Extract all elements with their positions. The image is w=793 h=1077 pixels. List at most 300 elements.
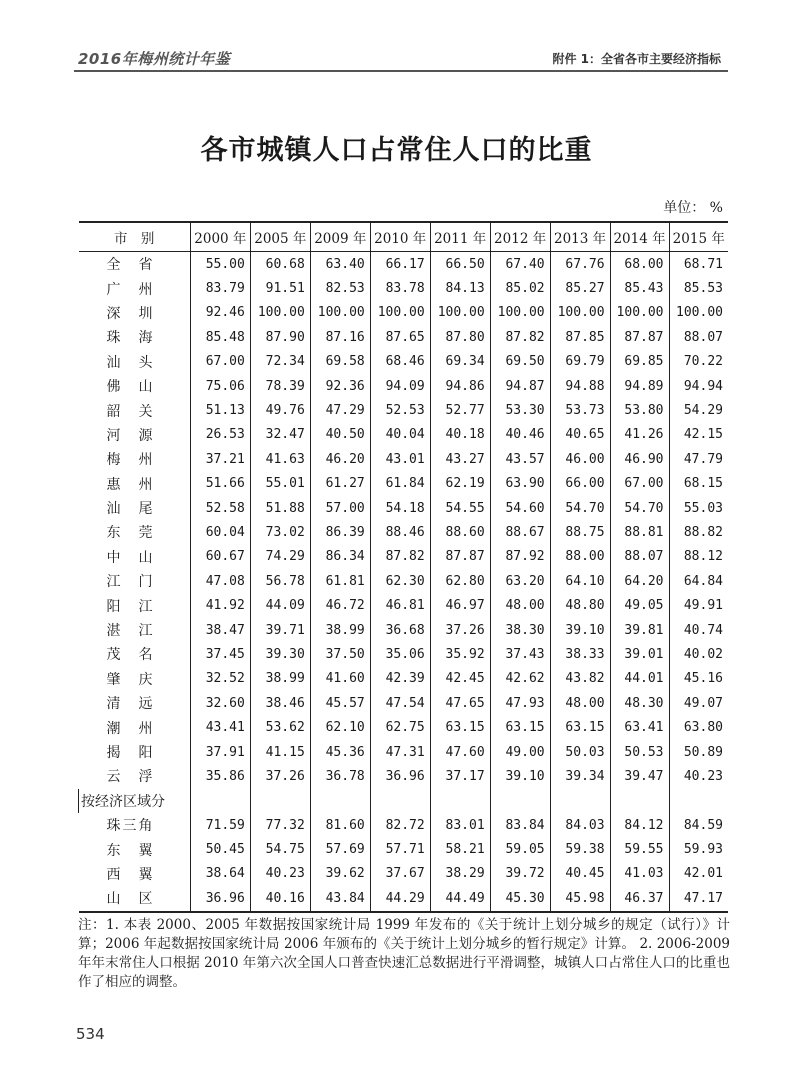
table-row xyxy=(79,715,729,739)
value-cell: 53.62 xyxy=(250,715,310,739)
region-name: 阳江 xyxy=(106,598,171,615)
value-cell: 59.38 xyxy=(550,837,610,861)
value-cell: 47.29 xyxy=(310,398,370,422)
region-name: 揭阳 xyxy=(106,745,171,761)
value-cell: 66.17 xyxy=(370,252,430,277)
page-number: 534 xyxy=(76,1025,105,1043)
value-cell: 46.81 xyxy=(370,593,430,617)
table-row xyxy=(79,252,729,277)
value-cell: 63.15 xyxy=(550,715,610,739)
value-cell: 62.19 xyxy=(430,472,490,496)
value-cell: 84.12 xyxy=(610,813,669,837)
value-cell: 72.34 xyxy=(250,350,310,374)
value-cell: 49.00 xyxy=(490,740,550,764)
data-table xyxy=(78,221,728,913)
table-row xyxy=(79,642,729,666)
value-cell: 39.47 xyxy=(610,764,669,788)
table-row xyxy=(79,691,729,715)
value-cell: 49.05 xyxy=(610,593,669,617)
value-cell: 62.10 xyxy=(310,715,370,739)
value-cell: 46.20 xyxy=(310,447,370,471)
value-cell: 100.00 xyxy=(669,301,728,325)
value-cell: 39.30 xyxy=(250,642,310,666)
value-cell: 52.77 xyxy=(430,398,490,422)
value-cell: 35.86 xyxy=(190,764,250,788)
value-cell: 73.02 xyxy=(250,520,310,544)
value-cell: 44.01 xyxy=(610,667,669,691)
value-cell: 59.05 xyxy=(490,837,550,861)
unit-label: 单位： % xyxy=(663,200,723,216)
value-cell: 40.23 xyxy=(669,764,728,788)
value-cell: 44.29 xyxy=(370,886,430,911)
value-cell: 53.30 xyxy=(490,398,550,422)
region-name: 全省 xyxy=(106,257,171,274)
value-cell: 53.80 xyxy=(610,398,669,422)
value-cell: 36.68 xyxy=(370,618,430,642)
value-cell: 100.00 xyxy=(370,301,430,325)
group-label-row xyxy=(79,789,729,813)
value-cell: 71.59 xyxy=(190,813,250,837)
value-cell: 46.37 xyxy=(610,886,669,911)
value-cell: 42.01 xyxy=(669,862,728,886)
value-cell: 36.78 xyxy=(310,764,370,788)
value-cell: 75.06 xyxy=(190,374,250,398)
value-cell: 85.02 xyxy=(490,276,550,300)
value-cell: 87.90 xyxy=(250,325,310,349)
column-header: 2015 年 xyxy=(669,222,728,252)
value-cell: 84.13 xyxy=(430,276,490,300)
value-cell: 46.97 xyxy=(430,593,490,617)
empty-cell xyxy=(550,789,610,813)
value-cell: 55.01 xyxy=(250,472,310,496)
value-cell: 52.53 xyxy=(370,398,430,422)
value-cell: 35.06 xyxy=(370,642,430,666)
value-cell: 64.20 xyxy=(610,569,669,593)
value-cell: 86.34 xyxy=(310,545,370,569)
value-cell: 83.84 xyxy=(490,813,550,837)
value-cell: 40.46 xyxy=(490,423,550,447)
value-cell: 50.89 xyxy=(669,740,728,764)
value-cell: 83.78 xyxy=(370,276,430,300)
value-cell: 87.82 xyxy=(370,545,430,569)
value-cell: 54.60 xyxy=(490,496,550,520)
table-row xyxy=(79,423,729,447)
value-cell: 47.60 xyxy=(430,740,490,764)
value-cell: 67.00 xyxy=(190,350,250,374)
value-cell: 62.80 xyxy=(430,569,490,593)
value-cell: 37.26 xyxy=(430,618,490,642)
value-cell: 41.60 xyxy=(310,667,370,691)
value-cell: 92.46 xyxy=(190,301,250,325)
value-cell: 63.15 xyxy=(430,715,490,739)
value-cell: 39.71 xyxy=(250,618,310,642)
table-row xyxy=(79,374,729,398)
value-cell: 63.80 xyxy=(669,715,728,739)
value-cell: 32.47 xyxy=(250,423,310,447)
value-cell: 69.50 xyxy=(490,350,550,374)
value-cell: 43.82 xyxy=(550,667,610,691)
table-row xyxy=(79,593,729,617)
value-cell: 39.10 xyxy=(490,764,550,788)
value-cell: 94.94 xyxy=(669,374,728,398)
value-cell: 63.40 xyxy=(310,252,370,277)
value-cell: 68.46 xyxy=(370,350,430,374)
value-cell: 41.92 xyxy=(190,593,250,617)
region-name: 韶关 xyxy=(106,403,171,420)
region-name: 汕头 xyxy=(106,354,171,371)
column-header: 2012 年 xyxy=(490,222,550,252)
table-row xyxy=(79,862,729,886)
value-cell: 37.91 xyxy=(190,740,250,764)
value-cell: 40.65 xyxy=(550,423,610,447)
value-cell: 40.16 xyxy=(250,886,310,911)
value-cell: 42.45 xyxy=(430,667,490,691)
value-cell: 54.75 xyxy=(250,837,310,861)
value-cell: 68.00 xyxy=(610,252,669,277)
region-name: 西翼 xyxy=(106,866,171,883)
value-cell: 50.53 xyxy=(610,740,669,764)
empty-cell xyxy=(430,789,490,813)
value-cell: 55.03 xyxy=(669,496,728,520)
value-cell: 68.71 xyxy=(669,252,728,277)
value-cell: 59.55 xyxy=(610,837,669,861)
value-cell: 44.09 xyxy=(250,593,310,617)
value-cell: 63.90 xyxy=(490,472,550,496)
value-cell: 62.75 xyxy=(370,715,430,739)
value-cell: 66.00 xyxy=(550,472,610,496)
region-name: 佛山 xyxy=(106,379,171,396)
column-header: 2005 年 xyxy=(250,222,310,252)
value-cell: 94.86 xyxy=(430,374,490,398)
value-cell: 69.34 xyxy=(430,350,490,374)
value-cell: 49.91 xyxy=(669,593,728,617)
column-header: 2009 年 xyxy=(310,222,370,252)
value-cell: 100.00 xyxy=(250,301,310,325)
value-cell: 59.93 xyxy=(669,837,728,861)
value-cell: 42.15 xyxy=(669,423,728,447)
table-row xyxy=(79,350,729,374)
value-cell: 87.82 xyxy=(490,325,550,349)
value-cell: 40.50 xyxy=(310,423,370,447)
region-name: 清远 xyxy=(106,696,171,713)
empty-cell xyxy=(610,789,669,813)
column-header: 2014 年 xyxy=(610,222,669,252)
region-name: 茂名 xyxy=(106,647,171,664)
value-cell: 88.81 xyxy=(610,520,669,544)
value-cell: 83.01 xyxy=(430,813,490,837)
value-cell: 39.81 xyxy=(610,618,669,642)
value-cell: 69.85 xyxy=(610,350,669,374)
region-name: 惠州 xyxy=(106,476,171,493)
value-cell: 41.03 xyxy=(610,862,669,886)
value-cell: 54.29 xyxy=(669,398,728,422)
value-cell: 39.01 xyxy=(610,642,669,666)
value-cell: 40.74 xyxy=(669,618,728,642)
empty-cell xyxy=(310,789,370,813)
table-row xyxy=(79,520,729,544)
value-cell: 54.70 xyxy=(550,496,610,520)
value-cell: 53.73 xyxy=(550,398,610,422)
region-name: 梅州 xyxy=(106,452,171,469)
value-cell: 84.59 xyxy=(669,813,728,837)
value-cell: 37.43 xyxy=(490,642,550,666)
value-cell: 94.89 xyxy=(610,374,669,398)
value-cell: 91.51 xyxy=(250,276,310,300)
region-name: 肇庆 xyxy=(106,671,171,688)
value-cell: 41.63 xyxy=(250,447,310,471)
value-cell: 100.00 xyxy=(430,301,490,325)
value-cell: 66.50 xyxy=(430,252,490,277)
value-cell: 67.76 xyxy=(550,252,610,277)
table-row xyxy=(79,301,729,325)
column-header: 2000 年 xyxy=(190,222,250,252)
value-cell: 88.00 xyxy=(550,545,610,569)
value-cell: 88.60 xyxy=(430,520,490,544)
value-cell: 74.29 xyxy=(250,545,310,569)
value-cell: 87.87 xyxy=(430,545,490,569)
value-cell: 88.07 xyxy=(669,325,728,349)
region-name: 云浮 xyxy=(106,769,171,786)
table-row xyxy=(79,667,729,691)
value-cell: 57.69 xyxy=(310,837,370,861)
table-row xyxy=(79,447,729,471)
value-cell: 87.85 xyxy=(550,325,610,349)
value-cell: 87.92 xyxy=(490,545,550,569)
value-cell: 45.16 xyxy=(669,667,728,691)
value-cell: 88.07 xyxy=(610,545,669,569)
value-cell: 38.47 xyxy=(190,618,250,642)
value-cell: 48.00 xyxy=(490,593,550,617)
value-cell: 40.18 xyxy=(430,423,490,447)
value-cell: 41.26 xyxy=(610,423,669,447)
value-cell: 64.10 xyxy=(550,569,610,593)
value-cell: 45.36 xyxy=(310,740,370,764)
value-cell: 50.03 xyxy=(550,740,610,764)
value-cell: 61.84 xyxy=(370,472,430,496)
value-cell: 85.27 xyxy=(550,276,610,300)
value-cell: 43.27 xyxy=(430,447,490,471)
region-name: 珠三角 xyxy=(106,818,155,835)
value-cell: 77.32 xyxy=(250,813,310,837)
value-cell: 100.00 xyxy=(490,301,550,325)
value-cell: 50.45 xyxy=(190,837,250,861)
value-cell: 45.98 xyxy=(550,886,610,911)
value-cell: 38.30 xyxy=(490,618,550,642)
value-cell: 42.39 xyxy=(370,667,430,691)
value-cell: 100.00 xyxy=(550,301,610,325)
value-cell: 48.80 xyxy=(550,593,610,617)
value-cell: 47.65 xyxy=(430,691,490,715)
table-row xyxy=(79,886,729,911)
value-cell: 68.15 xyxy=(669,472,728,496)
value-cell: 45.30 xyxy=(490,886,550,911)
value-cell: 39.10 xyxy=(550,618,610,642)
region-name: 珠海 xyxy=(106,330,171,347)
value-cell: 47.79 xyxy=(669,447,728,471)
value-cell: 63.41 xyxy=(610,715,669,739)
yearbook-title: 2016年梅州统计年鉴 xyxy=(78,50,231,68)
table-row xyxy=(79,496,729,520)
value-cell: 56.78 xyxy=(250,569,310,593)
value-cell: 38.46 xyxy=(250,691,310,715)
value-cell: 78.39 xyxy=(250,374,310,398)
value-cell: 40.45 xyxy=(550,862,610,886)
table-row xyxy=(79,545,729,569)
value-cell: 39.34 xyxy=(550,764,610,788)
value-cell: 40.04 xyxy=(370,423,430,447)
empty-cell xyxy=(669,789,728,813)
value-cell: 94.87 xyxy=(490,374,550,398)
value-cell: 37.21 xyxy=(190,447,250,471)
region-name: 东莞 xyxy=(106,525,171,542)
value-cell: 46.90 xyxy=(610,447,669,471)
value-cell: 38.99 xyxy=(310,618,370,642)
value-cell: 43.01 xyxy=(370,447,430,471)
table-row xyxy=(79,276,729,300)
empty-cell xyxy=(370,789,430,813)
table-row xyxy=(79,740,729,764)
value-cell: 38.99 xyxy=(250,667,310,691)
value-cell: 87.16 xyxy=(310,325,370,349)
value-cell: 100.00 xyxy=(610,301,669,325)
value-cell: 43.41 xyxy=(190,715,250,739)
value-cell: 47.31 xyxy=(370,740,430,764)
value-cell: 92.36 xyxy=(310,374,370,398)
value-cell: 41.15 xyxy=(250,740,310,764)
value-cell: 47.17 xyxy=(669,886,728,911)
page-header xyxy=(0,0,793,72)
value-cell: 48.00 xyxy=(550,691,610,715)
column-header: 2011 年 xyxy=(430,222,490,252)
value-cell: 88.67 xyxy=(490,520,550,544)
table-row xyxy=(79,569,729,593)
table-row xyxy=(79,472,729,496)
table-body xyxy=(79,252,729,912)
region-name: 东翼 xyxy=(106,842,171,859)
value-cell: 49.07 xyxy=(669,691,728,715)
region-name: 山区 xyxy=(79,886,191,911)
value-cell: 39.62 xyxy=(310,862,370,886)
region-name: 河源 xyxy=(106,427,171,444)
value-cell: 88.82 xyxy=(669,520,728,544)
value-cell: 45.57 xyxy=(310,691,370,715)
value-cell: 38.33 xyxy=(550,642,610,666)
value-cell: 57.71 xyxy=(370,837,430,861)
value-cell: 67.00 xyxy=(610,472,669,496)
value-cell: 100.00 xyxy=(310,301,370,325)
value-cell: 36.96 xyxy=(190,886,250,911)
section-title: 附件 1：全省各市主要经济指标 xyxy=(552,52,721,66)
empty-cell xyxy=(490,789,550,813)
value-cell: 69.79 xyxy=(550,350,610,374)
table-title: 各市城镇人口占常住人口的比重 xyxy=(200,135,593,166)
value-cell: 85.53 xyxy=(669,276,728,300)
value-cell: 54.18 xyxy=(370,496,430,520)
value-cell: 38.29 xyxy=(430,862,490,886)
value-cell: 26.53 xyxy=(190,423,250,447)
value-cell: 85.48 xyxy=(190,325,250,349)
value-cell: 88.75 xyxy=(550,520,610,544)
value-cell: 43.84 xyxy=(310,886,370,911)
value-cell: 46.00 xyxy=(550,447,610,471)
table-row xyxy=(79,325,729,349)
value-cell: 32.52 xyxy=(190,667,250,691)
value-cell: 60.67 xyxy=(190,545,250,569)
value-cell: 32.60 xyxy=(190,691,250,715)
value-cell: 35.92 xyxy=(430,642,490,666)
value-cell: 44.49 xyxy=(430,886,490,911)
value-cell: 48.30 xyxy=(610,691,669,715)
value-cell: 88.12 xyxy=(669,545,728,569)
column-header: 2010 年 xyxy=(370,222,430,252)
value-cell: 60.04 xyxy=(190,520,250,544)
column-header: 2013 年 xyxy=(550,222,610,252)
region-name: 汕尾 xyxy=(106,501,171,518)
value-cell: 51.13 xyxy=(190,398,250,422)
value-cell: 82.53 xyxy=(310,276,370,300)
value-cell: 64.84 xyxy=(669,569,728,593)
value-cell: 60.68 xyxy=(250,252,310,277)
footnote: 注：1. 本表 2000、2005 年数据按国家统计局 1999 年发布的《关于统计上划分城乡的规定（试行）》计算；2006 年起数据按国家统计局 2006 年颁布的《关于统计上划分城乡的暂行规定》计算。 2. 2006-2009 年年末常住人口根据 2010 年第六次全国人口普查快速汇总数据进行平滑调整，城镇人口占常住人口的比重也作了相应的调整。 xyxy=(78,917,730,990)
value-cell: 67.40 xyxy=(490,252,550,277)
value-cell: 82.72 xyxy=(370,813,430,837)
value-cell: 61.27 xyxy=(310,472,370,496)
value-cell: 51.88 xyxy=(250,496,310,520)
value-cell: 70.22 xyxy=(669,350,728,374)
header-divider xyxy=(74,70,728,72)
value-cell: 47.93 xyxy=(490,691,550,715)
table-row xyxy=(79,837,729,861)
value-cell: 37.17 xyxy=(430,764,490,788)
value-cell: 51.66 xyxy=(190,472,250,496)
value-cell: 69.58 xyxy=(310,350,370,374)
empty-cell xyxy=(190,789,250,813)
empty-cell xyxy=(250,789,310,813)
region-name: 潮州 xyxy=(106,720,171,737)
value-cell: 87.65 xyxy=(370,325,430,349)
value-cell: 87.80 xyxy=(430,325,490,349)
value-cell: 47.54 xyxy=(370,691,430,715)
value-cell: 61.81 xyxy=(310,569,370,593)
value-cell: 94.09 xyxy=(370,374,430,398)
value-cell: 40.23 xyxy=(250,862,310,886)
value-cell: 47.08 xyxy=(190,569,250,593)
value-cell: 86.39 xyxy=(310,520,370,544)
table-row xyxy=(79,398,729,422)
value-cell: 37.26 xyxy=(250,764,310,788)
value-cell: 46.72 xyxy=(310,593,370,617)
region-name: 湛江 xyxy=(106,623,171,640)
value-cell: 54.55 xyxy=(430,496,490,520)
group-label: 按经济区域分 xyxy=(79,789,191,813)
value-cell: 81.60 xyxy=(310,813,370,837)
region-name: 江门 xyxy=(106,574,171,591)
value-cell: 85.43 xyxy=(610,276,669,300)
region-name: 中山 xyxy=(106,549,171,566)
region-name: 深圳 xyxy=(106,305,171,322)
value-cell: 63.20 xyxy=(490,569,550,593)
value-cell: 49.76 xyxy=(250,398,310,422)
value-cell: 88.46 xyxy=(370,520,430,544)
value-cell: 38.64 xyxy=(190,862,250,886)
value-cell: 37.45 xyxy=(190,642,250,666)
value-cell: 39.72 xyxy=(490,862,550,886)
value-cell: 83.79 xyxy=(190,276,250,300)
value-cell: 84.03 xyxy=(550,813,610,837)
value-cell: 37.67 xyxy=(370,862,430,886)
table-row xyxy=(79,813,729,837)
value-cell: 87.87 xyxy=(610,325,669,349)
